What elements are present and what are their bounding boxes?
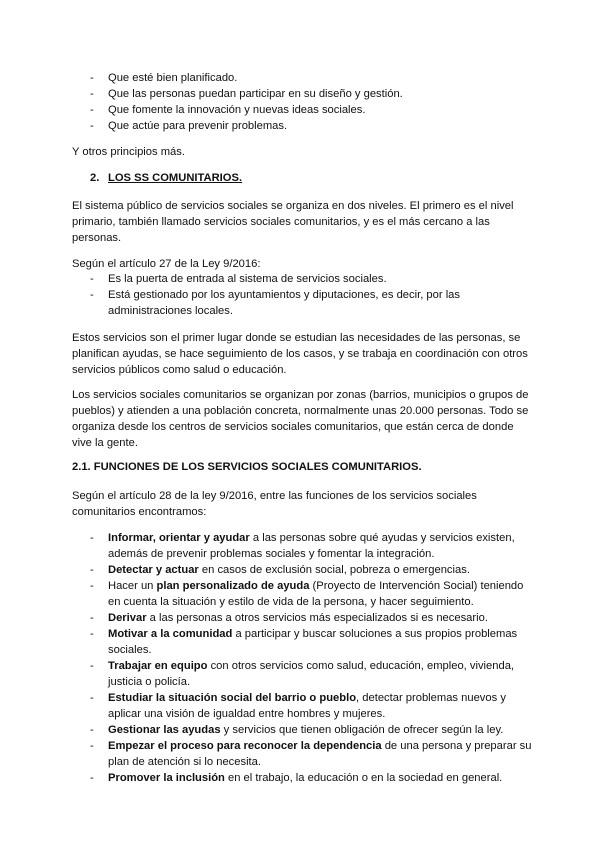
function-item: - Informar, orientar y ayudar a las personas sobre qué ayudas y servicios existen, además de prevenir problemas sociales y fomentar la integración. (72, 530, 534, 562)
article-27-list (72, 271, 534, 319)
function-item: - Hacer un plan personalizado de ayuda (Proyecto de Intervención Social) teniendo en cuenta la situación y estilo de vida de la persona, y hacer seguimiento. (72, 578, 534, 610)
function-item: - Promover la inclusión en el trabajo, la educación o en la sociedad en general. (72, 770, 534, 786)
list-item: - Es la puerta de entrada al sistema de servicios sociales. (72, 271, 534, 287)
paragraph-articulo-27: Según el artículo 27 de la Ley 9/2016: (72, 258, 261, 270)
function-item: - Empezar el proceso para reconocer la dependencia de una persona y preparar su plan de atención si lo necesita. (72, 738, 534, 770)
section-number: 2. (90, 172, 100, 184)
paragraph-articulo-28: Según el artículo 28 de la ley 9/2016, entre las funciones de los servicios sociales comunitarios encontramos: (72, 490, 477, 518)
paragraph-zonas: Los servicios sociales comunitarios se organizan por zonas (barrios, municipios o grupos de pueblos) y atienden a una población concreta, normalmente unas 20.000 personas. Todo se organiza desde los centros de servicios sociales comunitarios, que están cerca de donde vive la gente. (72, 389, 529, 449)
paragraph-sistema: El sistema público de servicios sociales se organiza en dos niveles. El primero es el nivel primario, también llamado servicios sociales comunitarios, y es el más cercano a las personas. (72, 200, 514, 244)
function-item: - Motivar a la comunidad a participar y buscar soluciones a sus propios problemas sociales. (72, 626, 534, 658)
list-item: - Que actúe para prevenir problemas. (72, 118, 534, 134)
funciones-list (72, 530, 534, 786)
function-item: - Gestionar las ayudas y servicios que tienen obligación de ofrecer según la ley. (72, 722, 534, 738)
principles-list (72, 70, 534, 134)
function-item: - Trabajar en equipo con otros servicios como salud, educación, empleo, vivienda, justicia o policía. (72, 658, 534, 690)
function-item: - Derivar a las personas a otros servicios más especializados si es necesario. (72, 610, 534, 626)
list-item: - Que fomente la innovación y nuevas ideas sociales. (72, 102, 534, 118)
list-item: - Que las personas puedan participar en su diseño y gestión. (72, 86, 534, 102)
function-item: - Detectar y actuar en casos de exclusión social, pobreza o emergencias. (72, 562, 534, 578)
list-item: - Está gestionado por los ayuntamientos y diputaciones, es decir, por las administraciones locales. (72, 287, 534, 319)
section-title: LOS SS COMUNITARIOS. (108, 172, 243, 184)
section-heading-2 (72, 170, 552, 186)
paragraph-otros-principios: Y otros principios más. (72, 146, 185, 158)
paragraph-estos-servicios: Estos servicios son el primer lugar donde se estudian las necesidades de las personas, se planifican ayudas, se hace seguimiento de los casos, y se trabaja en coordinación con otros servicios públicos como salud o educación. (72, 332, 528, 376)
function-item: - Estudiar la situación social del barrio o pueblo, detectar problemas nuevos y aplicar una visión de igualdad entre hombres y mujeres. (72, 690, 534, 722)
list-item: - Que esté bien planificado. (72, 70, 534, 86)
section-heading-2-1: 2.1. FUNCIONES DE LOS SERVICIOS SOCIALES COMUNITARIOS. (72, 461, 422, 473)
